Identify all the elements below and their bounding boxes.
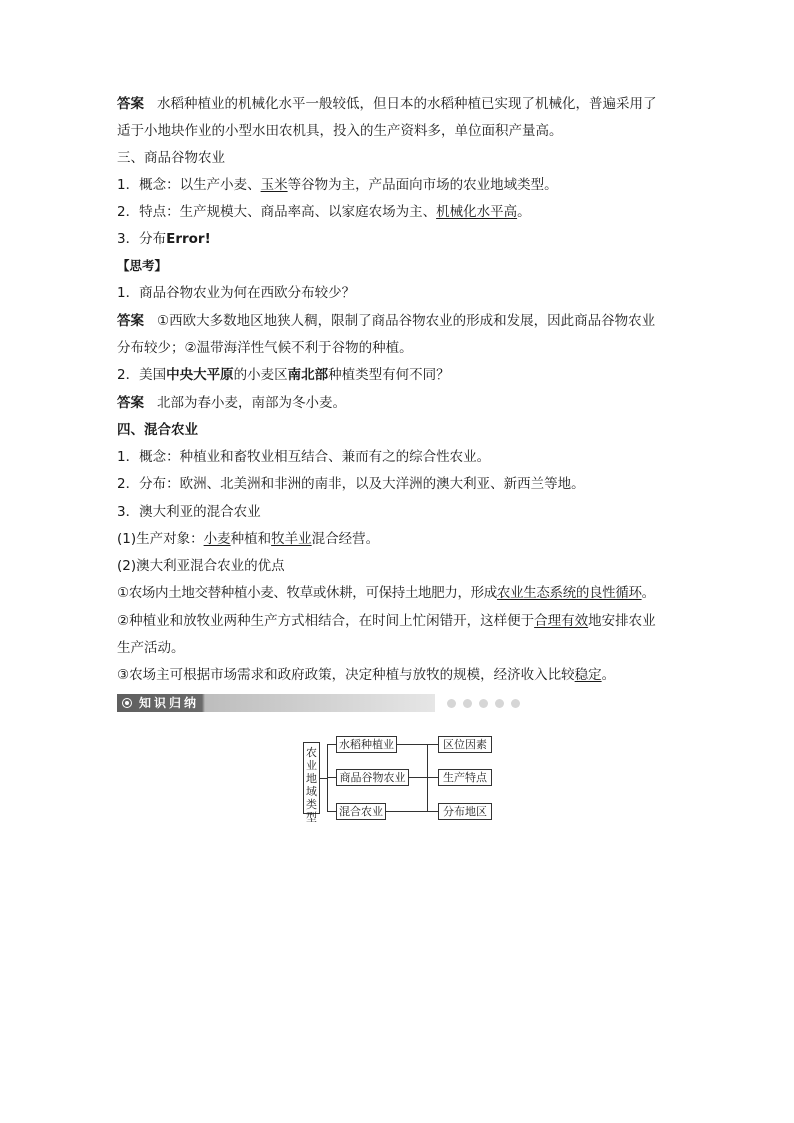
underlined-term: 小麦 (203, 531, 231, 547)
advantage-2-line-2: 生产活动。 (117, 640, 185, 656)
connector-line (427, 744, 438, 745)
agriculture-types-diagram (300, 732, 500, 824)
section-4-advantages-title: (2)澳大利亚混合农业的优点 (117, 558, 285, 574)
diagram-aspect-features: 生产特点 (438, 769, 492, 786)
dot-icon (511, 699, 520, 708)
underlined-term: 农业生态系统的良性循环 (496, 585, 642, 601)
section-4-distribution: 2．分布：欧洲、北美洲和非洲的南非，以及大洋洲的澳大利亚、新西兰等地。 (117, 476, 585, 492)
underlined-term: 牧羊业 (271, 531, 312, 547)
connector-line (427, 744, 428, 812)
banner-title: 知识归纳 (139, 696, 200, 710)
think-answer-2: 答案 北部为春小麦，南部为冬小麦。 (117, 395, 346, 411)
think-question-1: 1．商品谷物农业为何在西欧分布较少？ (117, 285, 356, 301)
underlined-term: 机械化水平高 (436, 204, 518, 220)
connector-line (320, 778, 327, 779)
connector-line (327, 777, 336, 778)
knowledge-summary-banner (117, 694, 435, 712)
diagram-type-mixed: 混合农业 (336, 803, 386, 820)
connector-line (427, 777, 438, 778)
diagram-type-rice: 水稻种植业 (336, 736, 397, 753)
section-4-concept: 1．概念：种植业和畜牧业相互结合、兼而有之的综合性农业。 (117, 449, 491, 465)
answer-label: 答案 (117, 313, 144, 329)
connector-line (409, 777, 427, 778)
section-3-title: 三、商品谷物农业 (117, 150, 225, 166)
section-4-australia: 3．澳大利亚的混合农业 (117, 504, 261, 520)
connector-line (327, 811, 336, 812)
advantage-3: ③农场主可根据市场需求和政府政策，决定种植与放牧的规模，经济收入比较稳定。 (117, 667, 616, 683)
underlined-term: 合理有效 (534, 613, 589, 629)
error-text: Error! (166, 231, 211, 247)
section-4-objects: (1)生产对象：小麦种植和牧羊业混合经营。 (117, 531, 380, 547)
diagram-aspect-distribution: 分布地区 (438, 803, 492, 820)
think-heading: 【思考】 (117, 258, 168, 273)
connector-line (386, 811, 427, 812)
advantage-2-line-1: ②种植业和放牧业两种生产方式相结合，在时间上忙闲错开，这样便于合理有效地安排农业 (117, 613, 656, 629)
diagram-root-box: 农业地域类型 (303, 742, 320, 814)
connector-line (327, 744, 328, 812)
answer-label: 答案 (117, 395, 144, 411)
dot-icon (447, 699, 456, 708)
answer-paragraph-line-2: 适于小地块作业的小型水田农机具，投入的生产资料多，单位面积产量高。 (117, 123, 563, 139)
diagram-aspect-location: 区位因素 (438, 736, 492, 753)
connector-line (327, 744, 336, 745)
connector-line (427, 811, 438, 812)
dot-icon (463, 699, 472, 708)
advantage-1: ①农场内土地交替种植小麦、牧草或休耕，可保持土地肥力，形成农业生态系统的良性循环。 (117, 585, 655, 601)
answer-label: 答案 (117, 96, 144, 112)
target-icon (122, 698, 132, 708)
section-4-title: 四、混合农业 (117, 422, 198, 438)
dot-icon (479, 699, 488, 708)
think-question-2: 2．美国中央大平原的小麦区南北部种植类型有何不同？ (117, 367, 450, 383)
section-3-features: 2．特点：生产规模大、商品率高、以家庭农场为主、机械化水平高。 (117, 204, 531, 220)
section-3-concept: 1．概念：以生产小麦、玉米等谷物为主，产品面向市场的农业地域类型。 (117, 177, 558, 193)
think-answer-1-line-2: 分布较少；②温带海洋性气候不利于谷物的种植。 (117, 340, 413, 356)
think-answer-1-line-1: 答案 ①西欧大多数地区地狭人稠，限制了商品谷物农业的形成和发展，因此商品谷物农业 (117, 313, 656, 329)
diagram-type-grain: 商品谷物农业 (336, 769, 409, 786)
underlined-term: 玉米 (260, 177, 288, 193)
dot-icon (495, 699, 504, 708)
underlined-term: 稳定 (574, 667, 602, 683)
answer-paragraph-line-1: 答案 水稻种植业的机械化水平一般较低，但日本的水稻种植已实现了机械化，普遍采用了 (117, 96, 657, 112)
connector-line (397, 744, 427, 745)
section-3-distribution: 3．分布Error! (117, 231, 211, 247)
